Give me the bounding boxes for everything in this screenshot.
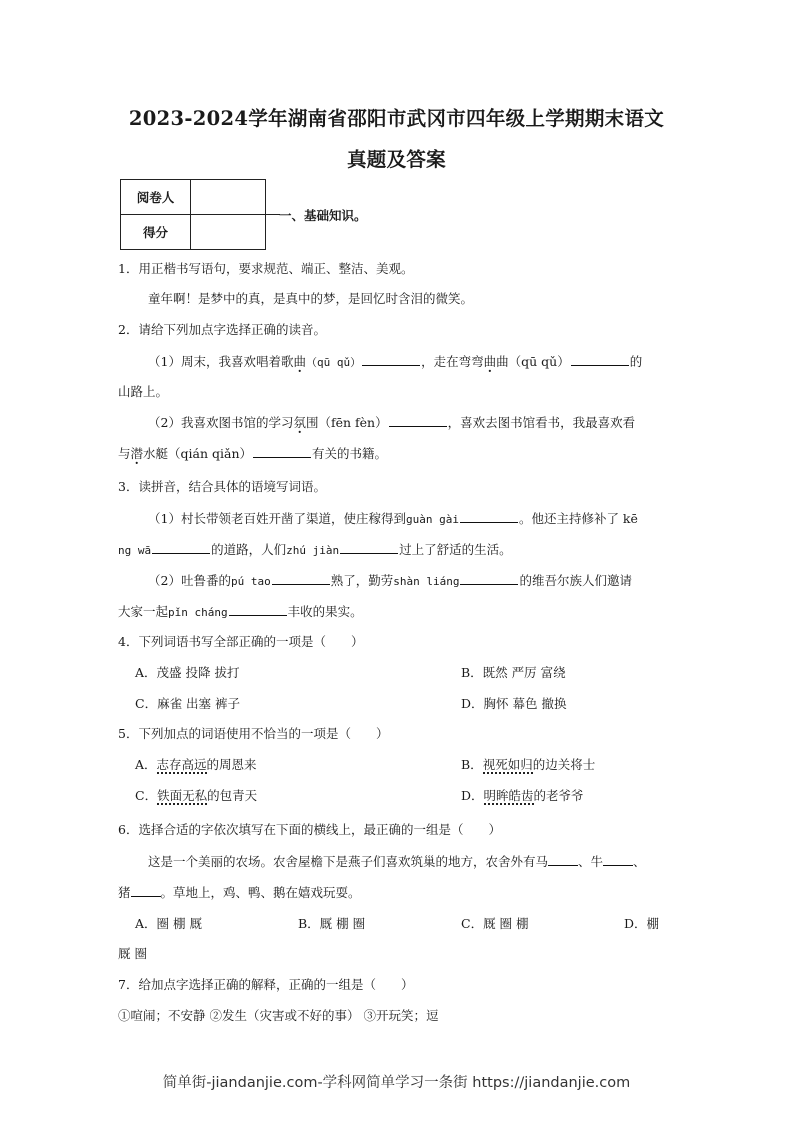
- question-6-option-d-cont: 厩 圈: [118, 946, 147, 961]
- document-title-line-2: 真题及答案: [346, 148, 446, 171]
- score-value-cell[interactable]: [191, 215, 266, 250]
- dotted-char: 曲: [293, 354, 306, 369]
- question-6-option-c[interactable]: C．厩 圈 棚: [461, 916, 529, 931]
- question-3-part-1: （1）村长带领老百姓开凿了渠道，使庄稼得到guàn gài 。他还主持修补了 kē: [148, 511, 638, 526]
- answer-blank[interactable]: [131, 884, 161, 897]
- dotted-char: 曲: [483, 354, 497, 369]
- score-table: [120, 179, 266, 250]
- question-2-prompt: 2．请给下列加点字选择正确的读音。: [118, 322, 326, 337]
- answer-blank[interactable]: [362, 353, 420, 366]
- question-7-prompt: 7．给加点字选择正确的解释，正确的一组是（ ）: [118, 977, 414, 992]
- section-heading-basics: 一、基础知识。: [279, 208, 367, 223]
- dotted-char: 潜: [130, 446, 144, 461]
- grader-value-cell[interactable]: [191, 180, 266, 215]
- answer-blank[interactable]: [389, 414, 447, 427]
- question-6-text-cont: 猪 。草地上，鸡、鸭、鹅在嬉戏玩耍。: [118, 885, 361, 900]
- answer-blank[interactable]: [272, 572, 330, 585]
- question-4-prompt: 4．下列词语书写全部正确的一项是（ ）: [118, 634, 364, 649]
- document-title-line-1: 2023-2024学年湖南省邵阳市武冈市四年级上学期期末语文: [128, 107, 665, 130]
- score-table-row-score: [121, 215, 266, 250]
- question-6-text: 这是一个美丽的农场。农舍屋檐下是燕子们喜欢筑巢的地方，农舍外有马 、牛 、: [148, 854, 646, 869]
- question-3-prompt: 3．读拼音，结合具体的语境写词语。: [118, 479, 326, 494]
- question-1-text: 童年啊！是梦中的真，是真中的梦，是回忆时含泪的微笑。: [148, 291, 474, 306]
- dotted-phrase: 志存高远: [156, 757, 207, 772]
- question-6-option-b[interactable]: B．厩 棚 圈: [298, 916, 366, 931]
- question-2-part-1: （1）周末，我喜欢唱着歌曲（qū qǔ） ，走在弯弯曲曲（qū qǔ） 的: [148, 354, 643, 369]
- footer-watermark: 简单街-jiandanjie.com-学科网简单学习一条街 https://jiandanjie.com: [162, 1075, 631, 1091]
- question-4-option-c[interactable]: C．麻雀 出塞 裤子: [135, 696, 241, 711]
- question-5-option-d[interactable]: D．明眸皓齿的老爷爷: [461, 788, 584, 803]
- question-2-part-1-cont: 山路上。: [118, 384, 169, 399]
- question-1-prompt: 1．用正楷书写语句，要求规范、端正、整洁、美观。: [118, 261, 414, 276]
- question-3-part-1-cont: ng wā 的道路，人们zhú jiàn 过上了舒适的生活。: [118, 542, 512, 557]
- grader-label: 阅卷人: [121, 180, 191, 215]
- answer-blank[interactable]: [460, 572, 518, 585]
- score-label: 得分: [121, 215, 191, 250]
- answer-blank[interactable]: [340, 541, 398, 554]
- question-4-option-a[interactable]: A．茂盛 投降 拔打: [135, 665, 240, 680]
- question-5-prompt: 5．下列加点的词语使用不恰当的一项是（ ）: [118, 726, 389, 741]
- answer-blank[interactable]: [229, 603, 287, 616]
- question-4-option-d[interactable]: D．胸怀 幕色 撤换: [461, 696, 567, 711]
- score-table-row-grader: [121, 180, 266, 215]
- question-6-option-a[interactable]: A．圈 棚 厩: [135, 916, 202, 931]
- answer-blank[interactable]: [253, 445, 311, 458]
- question-6-option-d[interactable]: D．棚: [624, 916, 660, 931]
- answer-blank[interactable]: [571, 353, 629, 366]
- question-3-part-2: （2）吐鲁番的pú tao 熟了，勤劳shàn liáng 的维吾尔族人们邀请: [148, 573, 632, 588]
- question-5-option-a[interactable]: A．志存高远的周恩来: [135, 757, 257, 772]
- dotted-phrase: 视死如归: [482, 757, 533, 772]
- answer-blank[interactable]: [603, 853, 633, 866]
- question-4-option-b[interactable]: B．既然 严厉 富绕: [461, 665, 566, 680]
- question-7-meanings: ①喧闹；不安静 ②发生（灾害或不好的事） ③开玩笑；逗: [118, 1008, 439, 1023]
- question-3-part-2-cont: 大家一起pǐn cháng 丰收的果实。: [118, 604, 363, 619]
- question-6-prompt: 6．选择合适的字依次填写在下面的横线上，最正确的一组是（ ）: [118, 822, 501, 837]
- dotted-phrase: 明眸皓齿: [483, 788, 534, 803]
- question-2-part-2-cont: 与潜水艇（qián qiǎn） 有关的书籍。: [118, 446, 388, 461]
- question-5-option-c[interactable]: C．铁面无私的包青天: [135, 788, 258, 803]
- dotted-char: 氛: [293, 415, 306, 430]
- answer-blank[interactable]: [460, 510, 518, 523]
- dotted-phrase: 铁面无私: [157, 788, 208, 803]
- question-2-part-2: （2）我喜欢图书馆的学习氛围（fēn fèn） ，喜欢去图书馆看书，我最喜欢看: [148, 415, 636, 430]
- question-5-option-b[interactable]: B．视死如归的边关将士: [461, 757, 596, 772]
- table-connector-line: [266, 214, 280, 215]
- answer-blank[interactable]: [548, 853, 578, 866]
- answer-blank[interactable]: [152, 541, 210, 554]
